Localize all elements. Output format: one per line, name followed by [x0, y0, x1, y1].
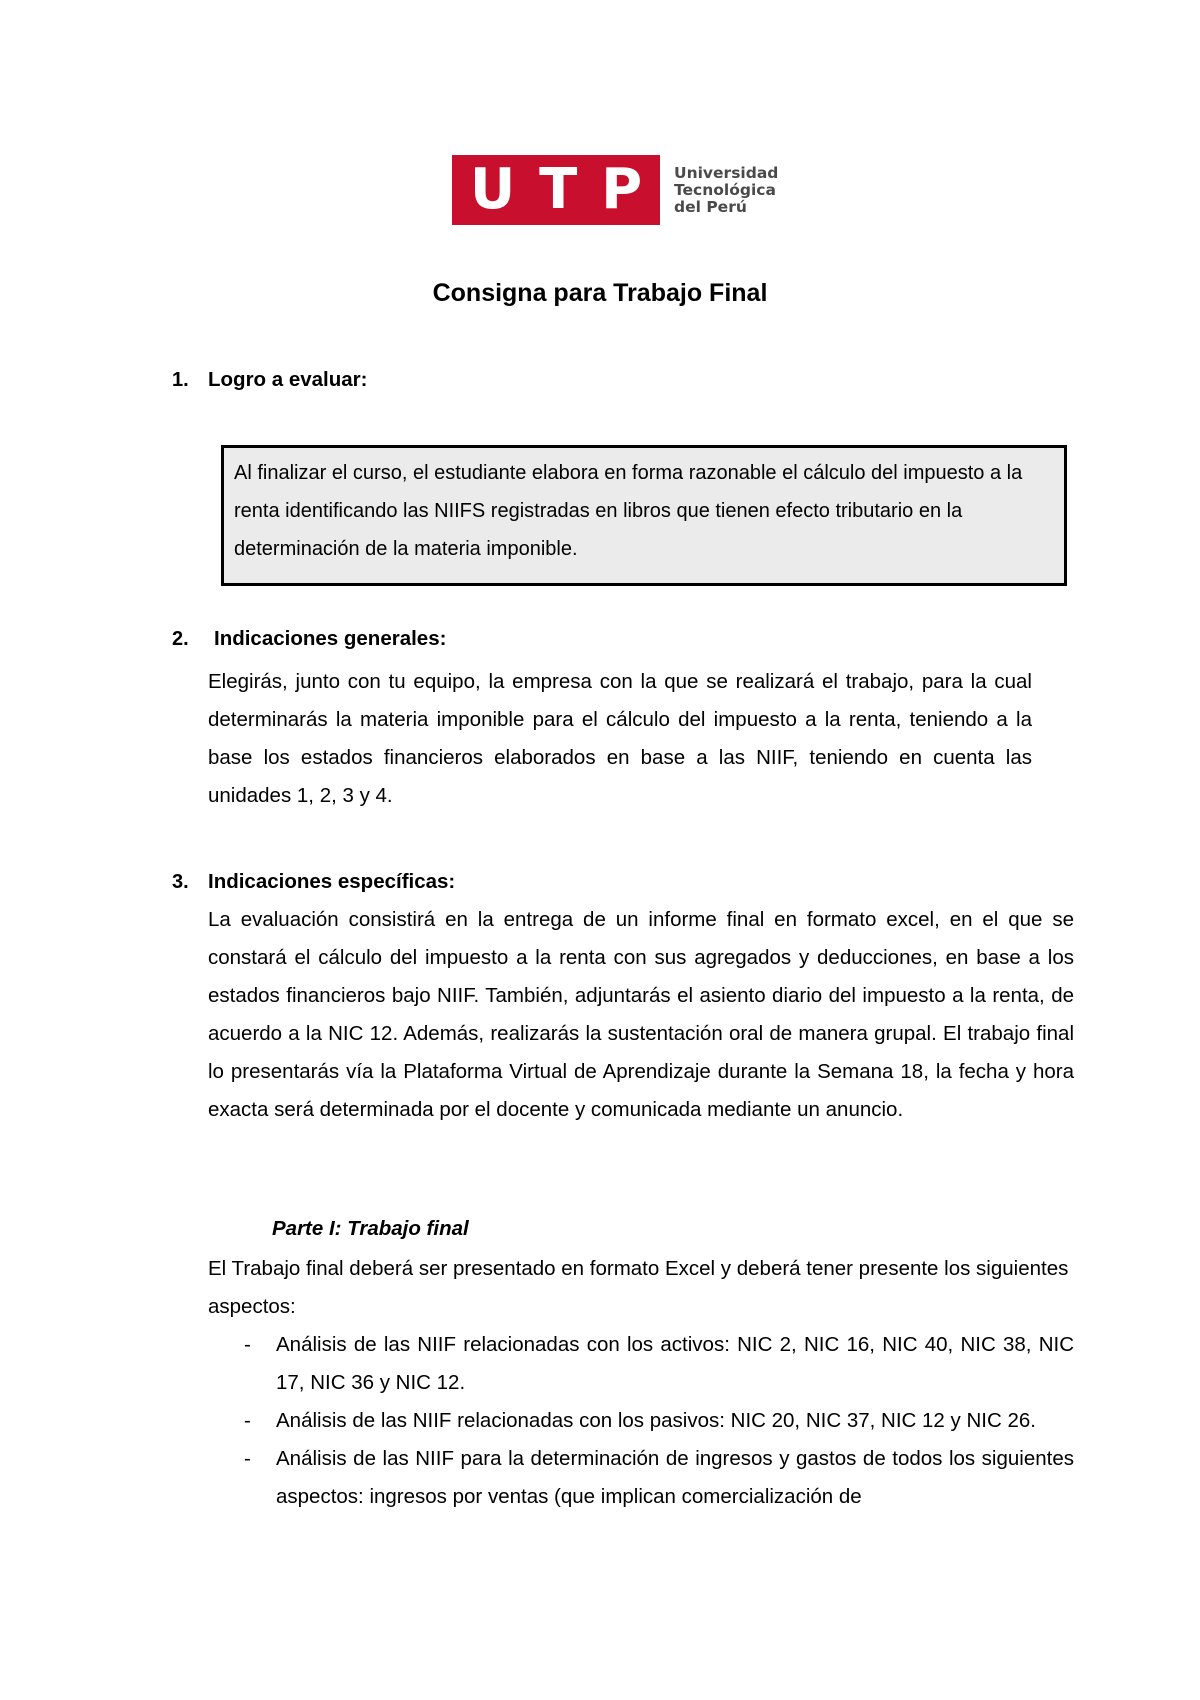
- bullet-text: Análisis de las NIIF relacionadas con los activos: NIC 2, NIC 16, NIC 40, NIC 38, NIC 17, NIC 36 y NIC 12.: [276, 1333, 1074, 1394]
- document-title: Consigna para Trabajo Final: [432, 279, 768, 307]
- section-2-paragraph: Elegirás, junto con tu equipo, la empresa con la que se realizará el trabajo, para la cual determinarás la materia imponible para el cálculo del impuesto a la renta, teniendo a la base los estados financieros elaborados en base a las NIIF, teniendo en cuenta las unidades 1, 2, 3 y 4.: [208, 670, 1032, 807]
- utp-logo: [452, 155, 778, 225]
- parte-1-heading: Parte I: Trabajo final: [272, 1217, 469, 1240]
- bullet-dash: -: [244, 1447, 251, 1470]
- bullet-dash: -: [244, 1409, 251, 1432]
- logo-line-3: del Perú: [674, 197, 747, 216]
- logo-red-box: [452, 155, 660, 225]
- section-1-heading: Logro a evaluar:: [208, 368, 368, 391]
- bullet-text: Análisis de las NIIF relacionadas con los pasivos: NIC 20, NIC 37, NIC 12 y NIC 26.: [276, 1409, 1036, 1432]
- bullet-text: Análisis de las NIIF para la determinación de ingresos y gastos de todos los siguientes aspectos: ingresos por ventas (que implican comercialización de: [276, 1447, 1074, 1508]
- list-item: [244, 1440, 1074, 1516]
- logo-letter-t: T: [539, 157, 578, 222]
- logo-line-1: Universidad: [674, 163, 779, 182]
- section-2-number: 2.: [172, 628, 189, 650]
- section-3-heading: Indicaciones específicas:: [208, 870, 456, 893]
- logo-wordmark: [674, 165, 778, 216]
- list-item: [244, 1402, 1074, 1440]
- section-3-paragraph: La evaluación consistirá en la entrega de un informe final en formato excel, en el que se constará el cálculo del impuesto a la renta con sus agregados y deducciones, en base a los estados financieros bajo NIIF. También, adjuntarás el asiento diario del impuesto a la renta, de acuerdo a la NIC 12. Además, realizarás la sustentación oral de manera grupal. El trabajo final lo presentarás vía la Plataforma Virtual de Aprendizaje durante la Semana 18, la fecha y hora exacta será determinada por el docente y comunicada mediante un anuncio.: [208, 908, 1074, 1121]
- logro-box: [221, 445, 1067, 586]
- section-1-number: 1.: [172, 369, 189, 391]
- logo-letter-p: P: [601, 157, 643, 222]
- section-2-heading: Indicaciones generales:: [214, 627, 447, 650]
- logo-line-2: Tecnológica: [674, 180, 776, 199]
- parte-1-intro: El Trabajo final deberá ser presentado en formato Excel y deberá tener presente los siguientes aspectos:: [208, 1257, 1069, 1318]
- section-3-number: 3.: [172, 871, 189, 893]
- logo-letter-u: U: [469, 157, 516, 222]
- list-item: [244, 1326, 1074, 1402]
- requirements-list: [244, 1326, 1074, 1516]
- bullet-dash: -: [244, 1333, 251, 1356]
- logro-text: Al finalizar el curso, el estudiante elabora en forma razonable el cálculo del impuesto a la renta identificando las NIIFS registradas en libros que tienen efecto tributario en la determinación de la materia imponible.: [234, 462, 1023, 560]
